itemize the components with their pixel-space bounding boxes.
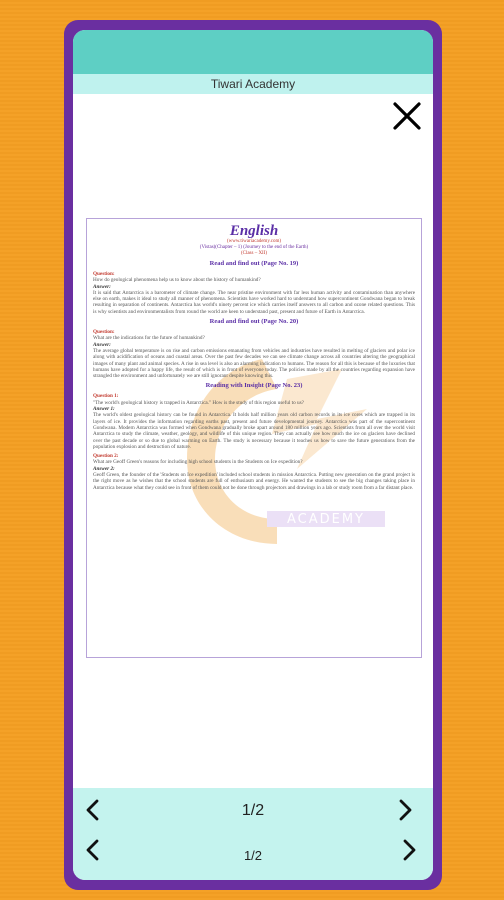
document-page — [86, 218, 422, 658]
question-text: How do geological phenomena help us to know about the history of humankind? — [93, 277, 261, 284]
answer-label: Answer 2: — [93, 465, 115, 472]
watermark-text: ACADEMY — [286, 512, 366, 527]
section-heading-2: Read and find out (Page No. 20) — [209, 318, 299, 326]
next-page-button-secondary[interactable] — [399, 838, 419, 862]
question-label: Question: — [93, 271, 115, 277]
title-bar — [73, 74, 433, 94]
doc-chapter: (Vistas)(Chapter – 1) (Journey to the end of the Earth) — [199, 245, 309, 250]
question-text: What are the indications for the future of humankind? — [93, 335, 205, 342]
next-page-button[interactable] — [395, 798, 415, 822]
question-text: What are Geoff Green's reasons for including high school students in the Students on Ice expedition? — [93, 459, 303, 466]
close-button[interactable] — [391, 100, 423, 132]
page-indicator-secondary: 1/2 — [243, 848, 263, 863]
answer-text: The average global temperature is on rise and carbon emissions emanating from vehicles and industries have resulted in melting of glaciers and polar ice along with acidification of oceans and coastal areas. Over the past few decades we can see climate change across all countries altering the geographical images of many plant and animal species. A rise in sea level is also an alarming indication to humans. The reason for all this is because of the luxuries that humans have adopted for a happy life, the result of which is in front of everyone today. The policies made by all the countries regarding expansion have strangled the environment and unfortunately we are still ignorant despite knowing this. — [93, 347, 415, 380]
question-text: "The world's geological history is trapped in Antarctica." How is the study of this region useful to us? — [93, 399, 304, 406]
answer-label: Answer: — [93, 283, 111, 290]
answer-text: Geoff Green, the founder of the 'Students on Ice expedition' included school students in mission Antarctica. Putting new generation on the grand project is the right move as he wishes that the school students are full of enthusiasm and energy. He wanted the students to see the big changes taking place in Antarctica because what they could see in front of them could not be done through projectors and drawings in a lab or study room from a far distant place. — [93, 472, 415, 491]
bottom-nav-bar — [73, 788, 433, 880]
doc-subject: English — [229, 223, 279, 239]
pager-row-secondary — [73, 828, 433, 874]
question-label: Question 1: — [93, 393, 119, 400]
section-heading-3: Reading with Insight (Page No. 23) — [205, 382, 303, 390]
question-label: Question: — [93, 329, 115, 336]
section-heading-1: Read and find out (Page No. 19) — [209, 260, 299, 267]
answer-text: The world's oldest geological history can be found in Antarctica. It holds half million years old carbon records in its ice cores which are trapped in its layers of ice. It provides the information regarding earths past, present and future developmental journey. Antarctica was part of the supercontinent Gondwana. Modern Antarctica was formed when Gondwana gradually broke apart around 180 million years ago. Scientists from all over the world visit Antarctica to study the climate, weather, geology, and wildlife of this unique region. They can actually see how much the ice on glaciers have declined over the past decade or so due to global warming on Earth. The study is necessary because it teaches us how to save the future generations from the population explosion and destruction of nature. — [93, 412, 415, 450]
question-label: Question 2: — [93, 453, 119, 460]
doc-class: (Class – XII) — [240, 251, 268, 256]
close-icon — [391, 100, 423, 132]
page-indicator: 1/2 — [241, 802, 265, 819]
answer-label: Answer 1: — [93, 406, 115, 413]
answer-text: It is said that Antarctica is a barometer of climate change. The near pristine environment with far less human activity and contamination than anywhere else on earth, makes it ideal to study all manner of phenomena. Scientists have worked hard to understand how supercontinent Gondwana began to break resulting in separation of continents. Antarctica has world's ninety percent ice which carries itself answers to all carbon and ozone related questions. This is why scientists and environmentalists from round the world are keen to understand past, present and future of Earth in Antarctica. — [93, 289, 415, 315]
top-bar — [73, 30, 433, 74]
app-title: Tiwari Academy — [210, 77, 296, 91]
app-screen — [73, 30, 433, 880]
doc-website: (www.tiwariacademy.com) — [226, 239, 282, 244]
answer-label: Answer: — [93, 341, 111, 348]
